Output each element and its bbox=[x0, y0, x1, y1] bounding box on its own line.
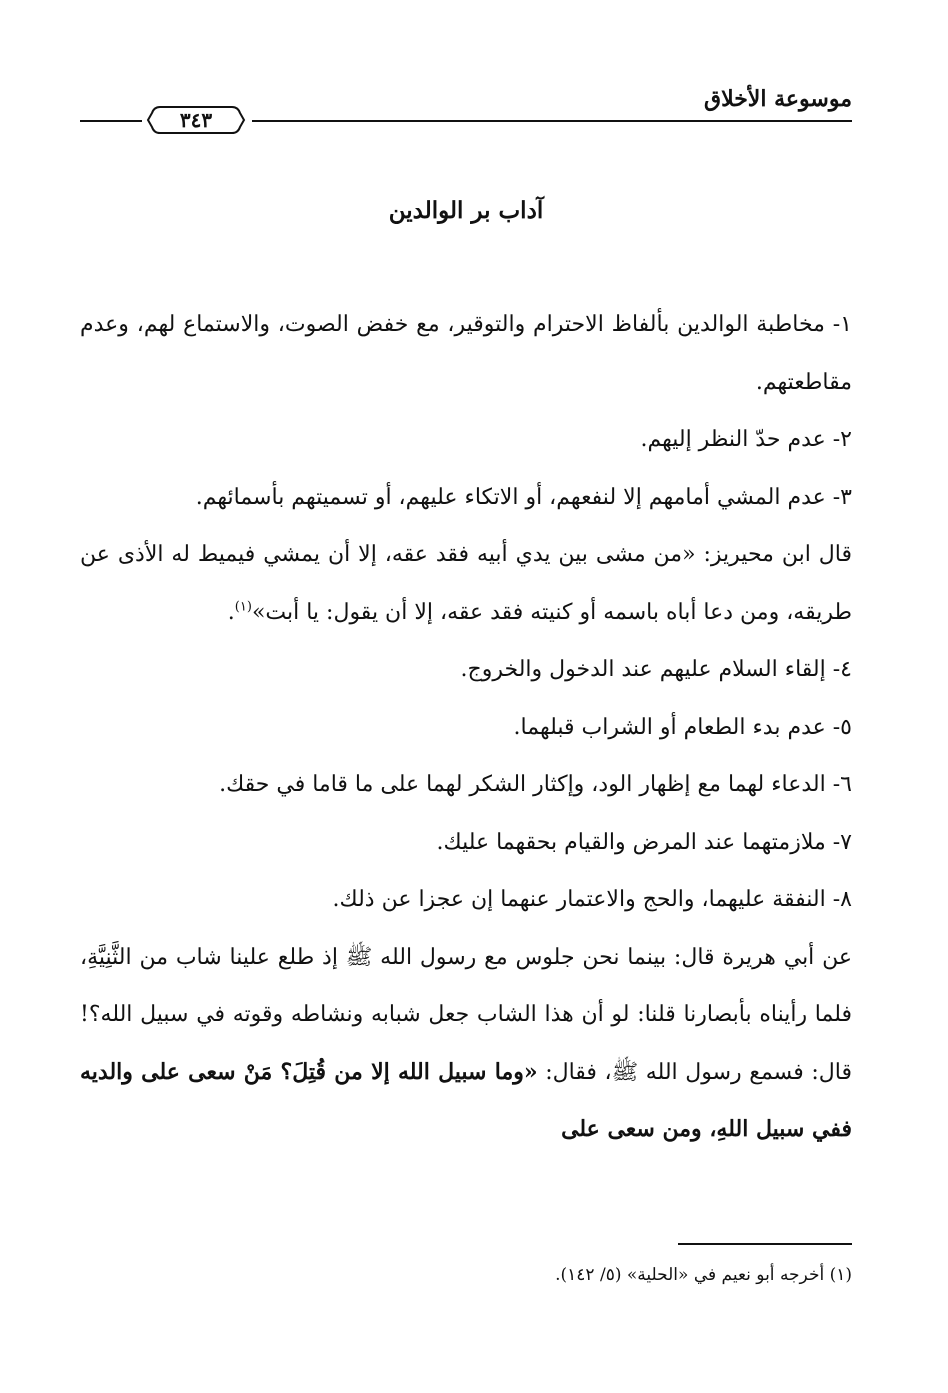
header-rule-right bbox=[252, 120, 852, 122]
book-title: موسوعة الأخلاق bbox=[704, 86, 852, 112]
list-item-5: ٥- عدم بدء الطعام أو الشراب قبلهما. bbox=[513, 714, 852, 740]
list-item-6: ٦- الدعاء لهما مع إظهار الود، وإكثار الشكر لهما على ما قاما في حقك. bbox=[219, 772, 852, 797]
quote-ibn-muhayriz bbox=[80, 526, 852, 641]
section-title: آداب بر الوالدين bbox=[388, 197, 544, 224]
list-item-2: ٢- عدم حدّ النظر إليهم. bbox=[640, 427, 852, 452]
main-text bbox=[80, 296, 852, 1159]
hadith-quote: «وما سبيل الله إلا من قُتِلَ؟ مَنْ سعى على والديه ففي سبيل اللهِ، ومن سعى على bbox=[80, 1058, 852, 1142]
page-number: ٣٤٣ bbox=[179, 108, 213, 132]
quote-end: . bbox=[227, 599, 235, 625]
hadith-narration: عن أبي هريرة قال: بينما نحن جلوس مع رسول الله ﷺ إذ طلع علينا شاب من الثَّنِيَّةِ، فلما رأيناه بأبصارنا قلنا: لو أن هذا الشاب جعل شبابه ونشاطه وقوته في سبيل الله؟! قال: فسمع رسول الله ﷺ، فقال: bbox=[80, 944, 853, 1085]
list-item-8: ٨- النفقة عليهما، والحج والاعتمار عنهما إن عجزا عن ذلك. bbox=[332, 887, 852, 912]
footnote: (١) أخرجه أبو نعيم في «الحلية» (٥/ ١٤٢). bbox=[555, 1265, 852, 1285]
header-rule-left bbox=[80, 120, 142, 122]
page-header bbox=[80, 76, 852, 136]
list-item-3: ٣- عدم المشي أمامهم إلا لنفعهم، أو الاتكاء عليهم، أو تسميتهم بأسمائهم. bbox=[195, 484, 852, 510]
footnote-ref: (١) bbox=[234, 599, 252, 615]
list-item-1: ١- مخاطبة الوالدين بألفاظ الاحترام والتوقير، مع خفض الصوت، والاستماع لهم، وعدم مقاطعتهم. bbox=[80, 312, 852, 395]
quote-text: قال ابن محيريز: «من مشى بين يدي أبيه فقد عقه، إلا أن يمشي فيميط له الأذى عن طريقه، ومن دعا أباه باسمه أو كنيته فقد عقه، إلا أن يقول: يا أبت» bbox=[80, 542, 852, 625]
footnote-separator bbox=[678, 1243, 852, 1245]
list-item-4: ٤- إلقاء السلام عليهم عند الدخول والخروج. bbox=[460, 657, 852, 682]
page-number-badge bbox=[146, 104, 246, 136]
hadith-paragraph bbox=[80, 929, 852, 1159]
list-item-7: ٧- ملازمتهما عند المرض والقيام بحقهما عليك. bbox=[436, 829, 852, 855]
